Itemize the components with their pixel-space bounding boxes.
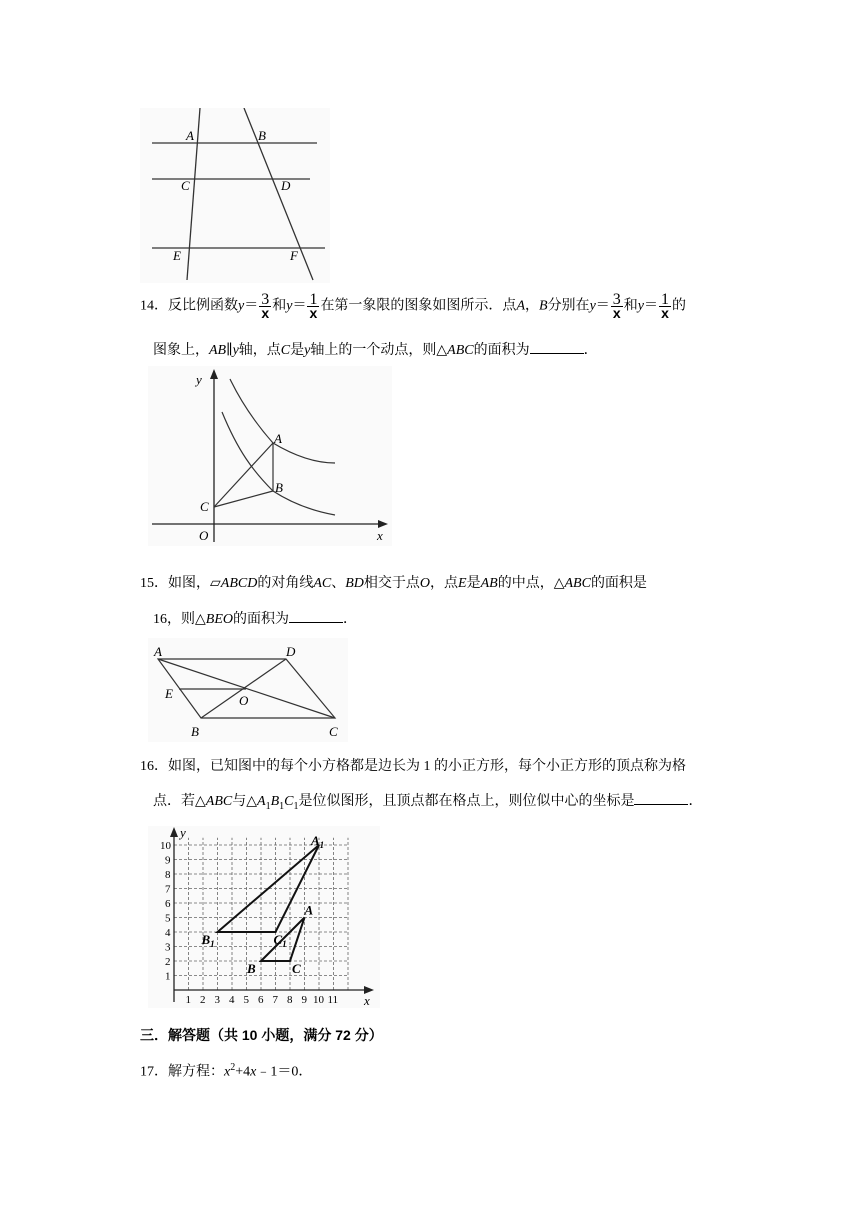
q16-line2: 点．若△ABC与$\triangle A_1B_1C_1$是位似图形，且顶点都在格点上，则位似中心的坐标是 ． bbox=[153, 790, 702, 817]
y-tick-label: 9 bbox=[165, 854, 171, 867]
origin-label: O bbox=[199, 528, 209, 543]
q15-line1: 15．如图，▱ABCD的对角线AC、BD相交于点O，点E是AB的中点，△ABC的面积是 bbox=[140, 576, 647, 591]
x-tick-label: 10 bbox=[313, 994, 324, 1006]
y-tick-label: 6 bbox=[165, 898, 171, 910]
x-tick-label: 6 bbox=[258, 994, 264, 1006]
x-tick-label: 2 bbox=[200, 994, 206, 1006]
label-B: B bbox=[258, 128, 266, 143]
y-tick-label: 5 bbox=[165, 912, 171, 925]
q14-line1: 14．反比例函数y＝ $\frac{3}{x}$ 和y＝ $\frac{1}{x}$ 在第一象限的图象如图所示．点A，B分别在y＝ $\frac{3}{x}$ 和y＝ $\frac{1}{x}$ 的 bbox=[140, 291, 686, 321]
fraction-1-over-x: $\frac{1}{x}$ bbox=[309, 291, 318, 321]
x-tick-label: 9 bbox=[301, 994, 307, 1006]
label-B: B bbox=[191, 724, 199, 739]
figure-parallel-lines bbox=[140, 108, 330, 283]
x-tick-label: 4 bbox=[229, 994, 235, 1006]
axis-label-y: y bbox=[180, 826, 186, 840]
y-tick-label: 7 bbox=[165, 883, 171, 896]
y-tick-label: 8 bbox=[165, 869, 171, 881]
axis-label-x: x bbox=[377, 528, 383, 543]
x-tick-label: 8 bbox=[287, 994, 293, 1006]
x-tick-label: 11 bbox=[327, 994, 339, 1006]
point-A-label: A bbox=[304, 902, 314, 918]
figure-grid-similar-triangles bbox=[148, 826, 380, 1008]
section-3-title: 三．解答题（共 10 小题，满分 72 分） bbox=[140, 1027, 383, 1043]
label-C: C bbox=[329, 724, 338, 739]
label-O: O bbox=[239, 693, 249, 708]
answer-blank-q14 bbox=[530, 339, 584, 354]
answer-blank-q16 bbox=[634, 790, 688, 805]
label-A: A bbox=[154, 644, 162, 659]
point-A1-label: $A_1$ bbox=[311, 833, 325, 850]
x-tick-label: 3 bbox=[214, 994, 220, 1006]
label-D: D bbox=[286, 644, 296, 659]
q15-line2: 16，则△BEO的面积为 ． bbox=[153, 608, 357, 630]
label-E: E bbox=[165, 686, 173, 701]
point-B-label: B bbox=[247, 961, 256, 976]
y-tick-label: 2 bbox=[165, 956, 171, 968]
q17-text: 17．解方程：$x^2+4x﹣1=0$． bbox=[140, 1062, 313, 1080]
x-tick-label: 7 bbox=[272, 994, 278, 1006]
y-tick-label: 3 bbox=[165, 941, 171, 954]
point-A-label: A bbox=[274, 431, 282, 446]
fraction-3-over-x: $\frac{3}{x}$ bbox=[261, 291, 270, 321]
q14-line2: 图象上，AB∥y轴，点C是y轴上的一个动点，则△ABC的面积为 ． bbox=[153, 339, 598, 361]
answer-blank-q15 bbox=[289, 608, 343, 623]
figure-hyperbolas bbox=[148, 366, 392, 546]
label-C: C bbox=[181, 178, 190, 193]
x-tick-label: 1 bbox=[185, 994, 191, 1006]
point-B-label: B bbox=[275, 480, 283, 495]
y-tick-label: 1 bbox=[165, 970, 171, 983]
axis-label-y: y bbox=[196, 372, 202, 387]
y-tick-label: 10 bbox=[160, 840, 171, 852]
label-F: F bbox=[290, 248, 298, 263]
label-E: E bbox=[173, 248, 181, 263]
figure-parallelogram bbox=[148, 638, 348, 742]
point-C-label: C bbox=[292, 961, 301, 976]
label-A: A bbox=[186, 128, 194, 143]
point-C-label: C bbox=[200, 499, 209, 514]
y-tick-label: 4 bbox=[165, 927, 171, 939]
x-tick-label: 5 bbox=[243, 994, 249, 1006]
point-C1-label: $C_1$ bbox=[273, 932, 287, 949]
label-D: D bbox=[281, 178, 291, 193]
point-B1-label: $B_1$ bbox=[201, 932, 215, 949]
axis-label-x: x bbox=[364, 993, 370, 1008]
q16-line1: 16．如图，已知图中的每个小方格都是边长为 1 的小正方形，每个小正方形的顶点称为格 bbox=[140, 759, 686, 774]
